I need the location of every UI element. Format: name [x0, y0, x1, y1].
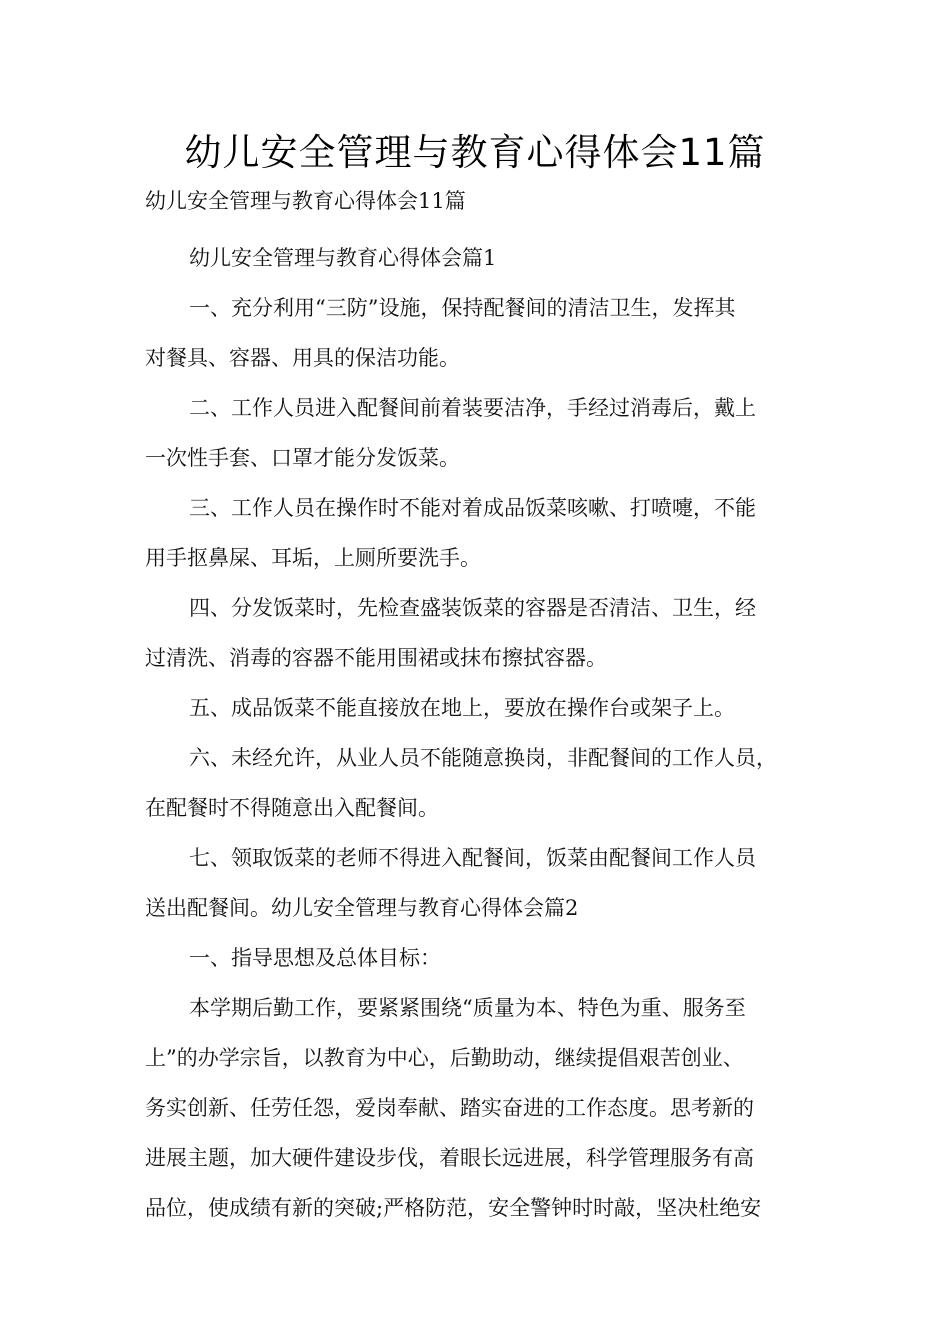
paragraph-line: 五、成品饭菜不能直接放在地上，要放在操作台或架子上。: [189, 696, 735, 720]
paragraph-line: 在配餐时不得随意出入配餐间。: [145, 796, 439, 820]
document-body: [145, 233, 825, 1233]
paragraph-line: 七、领取饭菜的老师不得进入配餐间，饭菜由配餐间工作人员: [189, 846, 756, 870]
section-heading: 幼儿安全管理与教育心得体会篇1: [189, 246, 497, 270]
paragraph-line: 过清洗、消毒的容器不能用围裙或抹布擦拭容器。: [145, 646, 607, 670]
paragraph-line: 上”的办学宗旨，以教育为中心，后勤助动，继续提倡艰苦创业、: [145, 1046, 744, 1070]
paragraph-line: 三、工作人员在操作时不能对着成品饭菜咳嗽、打喷嚏，不能: [189, 496, 756, 520]
paragraph-line: 六、未经允许，从业人员不能随意换岗，非配餐间的工作人员，: [189, 746, 777, 770]
paragraph-line: 一次性手套、口罩才能分发饭菜。: [145, 446, 460, 470]
paragraph-line: 四、分发饭菜时，先检查盛装饭菜的容器是否清洁、卫生，经: [189, 596, 756, 620]
paragraph-line: 品位，使成绩有新的突破;严格防范，安全警钟时时敲，坚决杜绝安: [145, 1196, 762, 1220]
paragraph-line: 二、工作人员进入配餐间前着装要洁净，手经过消毒后，戴上: [189, 396, 756, 420]
document-title: 幼儿安全管理与教育心得体会11篇: [184, 131, 766, 174]
paragraph-line: 本学期后勤工作，要紧紧围绕“质量为本、特色为重、服务至: [189, 996, 746, 1020]
paragraph-line: 对餐具、容器、用具的保洁功能。: [145, 346, 460, 370]
paragraph-line: 务实创新、任劳任怨，爱岗奉献、踏实奋进的工作态度。思考新的: [145, 1096, 754, 1120]
paragraph-line: 进展主题，加大硬件建设步伐，着眼长远进展，科学管理服务有高: [145, 1146, 754, 1170]
paragraph-line: 用手抠鼻屎、耳垢，上厕所要洗手。: [145, 546, 481, 570]
document-subtitle: 幼儿安全管理与教育心得体会11篇: [145, 189, 466, 213]
paragraph-line: 一、充分利用“三防”设施，保持配餐间的清洁卫生，发挥其: [189, 296, 736, 320]
paragraph-line: 送出配餐间。幼儿安全管理与教育心得体会篇2: [145, 896, 579, 920]
section-heading: 一、指导思想及总体目标：: [189, 946, 441, 970]
